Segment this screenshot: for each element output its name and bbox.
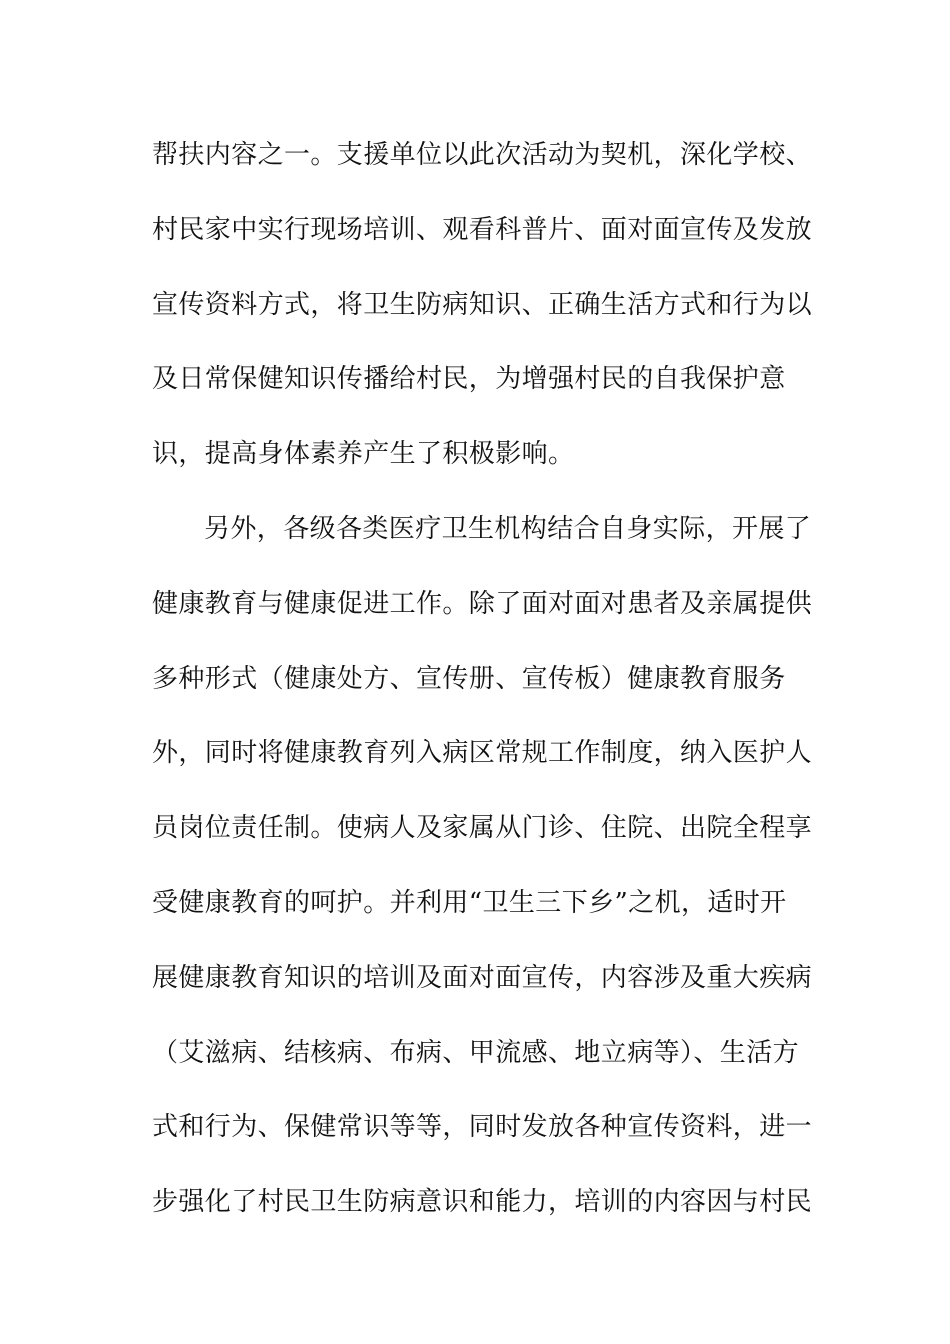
- text-line: 受健康教育的呵护。并利用“卫生三下乡”之机，适时开: [152, 887, 787, 918]
- text-line: 识，提高身体素养产生了积极影响。: [152, 439, 575, 470]
- text-line: 展健康教育知识的培训及面对面宣传，内容涉及重大疾病: [152, 962, 813, 993]
- text-line: 外，同时将健康教育列入病区常规工作制度，纳入医护人: [152, 738, 813, 769]
- text-line: 式和行为、保健常识等等，同时发放各种宣传资料，进一: [152, 1112, 813, 1143]
- text-line: 员岗位责任制。使病人及家属从门诊、住院、出院全程享: [152, 813, 813, 844]
- text-line: 村民家中实行现场培训、观看科普片、面对面宣传及发放: [152, 214, 813, 245]
- text-line: 帮扶内容之一。支援单位以此次活动为契机，深化学校、: [152, 140, 813, 170]
- text-line: 多种形式（健康处方、宣传册、宣传板）健康教育服务: [152, 663, 786, 694]
- text-line: 健康教育与健康促进工作。除了面对面对患者及亲属提供: [152, 588, 813, 619]
- text-line: 步强化了村民卫生防病意识和能力，培训的内容因与村民: [152, 1187, 813, 1218]
- text-line: 及日常保健知识传播给村民，为增强村民的自我保护意: [152, 364, 786, 395]
- paragraph-start-line: 另外，各级各类医疗卫生机构结合自身实际，开展了: [204, 513, 812, 544]
- text-line: 宣传资料方式，将卫生防病知识、正确生活方式和行为以: [152, 289, 813, 320]
- body-text: [152, 118, 813, 1240]
- text-line: （艾滋病、结核病、布病、甲流感、地立病等）、生活方: [152, 1037, 800, 1068]
